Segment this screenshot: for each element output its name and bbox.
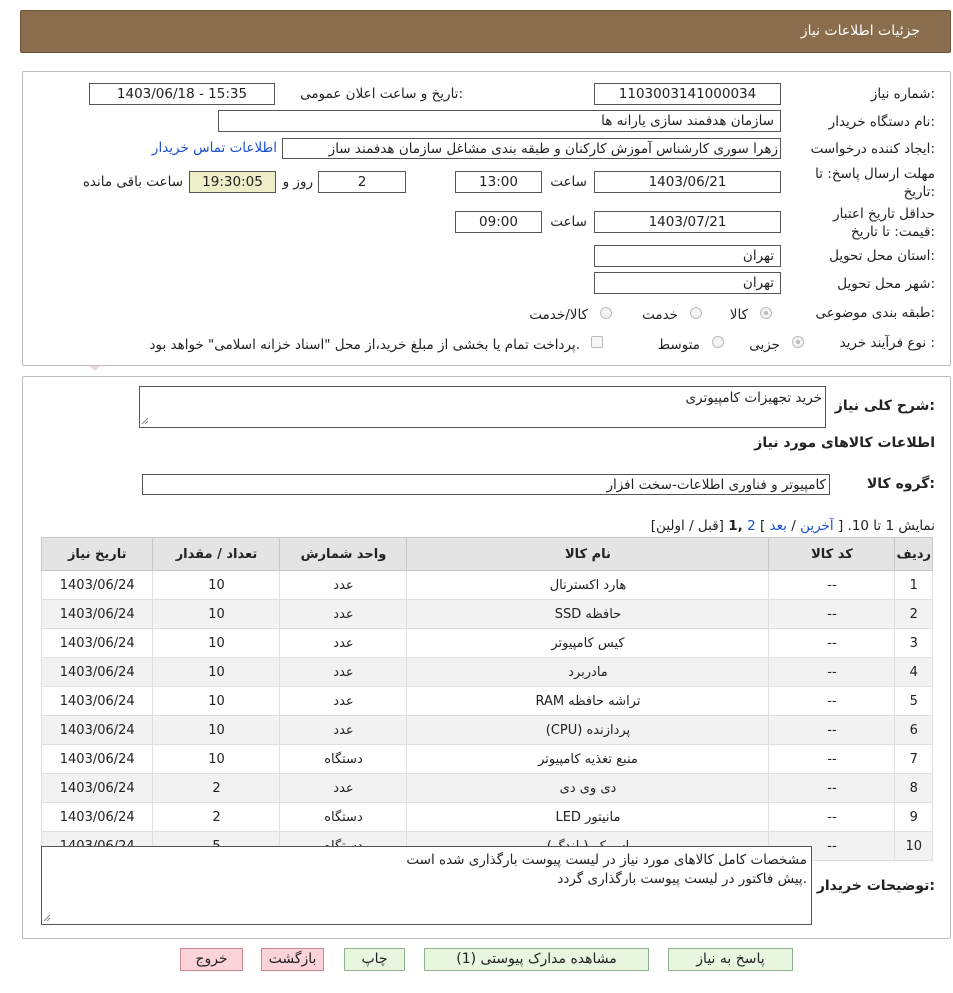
group-label: گروه کالا: <box>866 476 935 492</box>
cell-date: 1403/06/24 <box>42 600 153 629</box>
city-label: شهر محل تحویل: <box>837 276 935 292</box>
pager-separator: / <box>791 518 796 534</box>
validity-date-field: 1403/07/21 <box>594 211 781 233</box>
cell-code: -- <box>769 629 895 658</box>
cell-row-number: 2 <box>895 600 933 629</box>
validity-time-field: 09:00 <box>455 211 542 233</box>
cell-code: -- <box>769 803 895 832</box>
announce-field: 1403/06/18 - 15:35 <box>89 83 275 105</box>
cell-row-number: 9 <box>895 803 933 832</box>
cell-unit: عدد <box>280 687 407 716</box>
buyer-org-field: سازمان هدفمند سازی یارانه ها <box>218 110 781 132</box>
cell-quantity: 10 <box>153 571 280 600</box>
need-number-field: 1103003141000034 <box>594 83 781 105</box>
province-field: تهران <box>594 245 781 267</box>
buyer-notes-field <box>41 846 812 925</box>
table-row <box>42 774 933 803</box>
category-radio-goods[interactable] <box>760 307 772 319</box>
deadline-time-label: ساعت <box>550 174 587 190</box>
cell-name: مانیتور LED <box>407 803 769 832</box>
print-button[interactable]: چاپ <box>344 948 405 971</box>
cell-row-number: 1 <box>895 571 933 600</box>
cell-date: 1403/06/24 <box>42 803 153 832</box>
cell-quantity: 10 <box>153 745 280 774</box>
cell-date: 1403/06/24 <box>42 716 153 745</box>
cell-name: حافظه SSD <box>407 600 769 629</box>
announce-label: تاریخ و ساعت اعلان عمومی: <box>300 86 463 102</box>
process-option-medium: متوسط <box>657 337 700 353</box>
validity-label-1: حداقل تاریخ اعتبار <box>833 206 935 222</box>
cell-row-number: 4 <box>895 658 933 687</box>
creator-field: زهرا سوری کارشناس آموزش کارکنان و طبقه بندی مشاغل سازمان هدفمند ساز <box>282 138 781 159</box>
cell-quantity: 10 <box>153 658 280 687</box>
process-label: نوع فرآیند خرید : <box>839 335 935 351</box>
table-row <box>42 600 933 629</box>
cell-unit: عدد <box>280 658 407 687</box>
resize-grip-icon[interactable] <box>141 417 149 425</box>
pager-showing: نمایش 1 تا 10. <box>847 518 935 534</box>
col-header-date: تاریخ نیاز <box>42 538 153 571</box>
table-row <box>42 571 933 600</box>
table-body <box>42 571 933 861</box>
creator-label: ایجاد کننده درخواست: <box>810 141 935 157</box>
summary-label: شرح کلی نیاز: <box>834 398 935 414</box>
cell-quantity: 2 <box>153 774 280 803</box>
cell-code: -- <box>769 832 895 861</box>
cell-date: 1403/06/24 <box>42 571 153 600</box>
exit-button[interactable]: خروج <box>180 948 243 971</box>
buyer-org-label: نام دستگاه خریدار: <box>828 114 935 130</box>
pager <box>651 518 935 534</box>
cell-name: دی وی دی <box>407 774 769 803</box>
pager-open-bracket: [ <box>837 518 844 534</box>
goods-info-title: اطلاعات کالاهای مورد نیاز <box>754 435 935 451</box>
pager-page-2[interactable]: 2 <box>747 518 756 534</box>
table-row <box>42 716 933 745</box>
buyer-notes-line-1: مشخصات کامل کالاهای مورد نیاز در لیست پیوست بارگذاری شده است <box>406 852 807 868</box>
cell-code: -- <box>769 716 895 745</box>
validity-time-label: ساعت <box>550 214 587 230</box>
days-field: 2 <box>318 171 406 193</box>
buyer-notes-line-2: پیش فاکتور در لیست پیوست بارگذاری گردد. <box>557 871 807 887</box>
category-label: طبقه بندی موضوعی: <box>815 305 935 321</box>
cell-unit: عدد <box>280 716 407 745</box>
pager-prev-first: [قبل / اولین] <box>650 518 724 534</box>
process-option-minor: جزیی <box>749 337 780 353</box>
cell-date: 1403/06/24 <box>42 687 153 716</box>
remaining-label: ساعت باقی مانده <box>82 174 183 190</box>
category-radio-service[interactable] <box>690 307 702 319</box>
cell-quantity: 10 <box>153 600 280 629</box>
deadline-date-field: 1403/06/21 <box>594 171 781 193</box>
group-field: کامپیوتر و فناوری اطلاعات-سخت افزار <box>142 474 830 495</box>
pager-last-link[interactable]: آخرین <box>800 518 834 534</box>
process-radio-minor[interactable] <box>792 336 804 348</box>
cell-quantity: 10 <box>153 716 280 745</box>
cell-date: 1403/06/24 <box>42 774 153 803</box>
table-header-row <box>42 538 933 571</box>
pager-page-1: ,1 <box>728 518 743 534</box>
table-row <box>42 687 933 716</box>
validity-label-2: قیمت: تا تاریخ: <box>850 224 935 240</box>
table-row <box>42 629 933 658</box>
cell-code: -- <box>769 600 895 629</box>
cell-code: -- <box>769 687 895 716</box>
col-header-name: نام کالا <box>407 538 769 571</box>
cell-name: مادربرد <box>407 658 769 687</box>
cell-date: 1403/06/24 <box>42 745 153 774</box>
cell-row-number: 6 <box>895 716 933 745</box>
province-label: استان محل تحویل: <box>829 248 935 264</box>
buyer-notes-label: توضیحات خریدار: <box>816 878 935 894</box>
deadline-label-1: مهلت ارسال پاسخ: تا <box>815 166 935 182</box>
cell-quantity: 10 <box>153 629 280 658</box>
treasury-payment-checkbox[interactable] <box>591 336 603 348</box>
pager-next-link[interactable]: بعد <box>769 518 787 534</box>
summary-field: خرید تجهیزات کامپیوتری <box>139 386 826 428</box>
back-button[interactable]: بازگشت <box>261 948 324 971</box>
cell-row-number: 8 <box>895 774 933 803</box>
cell-row-number: 7 <box>895 745 933 774</box>
category-radio-goods-service[interactable] <box>600 307 612 319</box>
view-attachments-button[interactable]: مشاهده مدارک پیوستی (1) <box>424 948 649 971</box>
category-option-goods-service: کالا/خدمت <box>529 307 588 323</box>
col-header-row-number: ردیف <box>895 538 933 571</box>
buyer-contact-link[interactable]: اطلاعات تماس خریدار <box>151 140 277 156</box>
cell-unit: عدد <box>280 774 407 803</box>
reply-button[interactable]: پاسخ به نیاز <box>668 948 793 971</box>
col-header-quantity: تعداد / مقدار <box>153 538 280 571</box>
cell-code: -- <box>769 745 895 774</box>
cell-row-number: 5 <box>895 687 933 716</box>
page-title: جزئیات اطلاعات نیاز <box>800 23 920 39</box>
process-radio-medium[interactable] <box>712 336 724 348</box>
cell-unit: دستگاه <box>280 803 407 832</box>
remaining-time-field: 19:30:05 <box>189 171 276 193</box>
category-option-service: خدمت <box>642 307 678 323</box>
table-row <box>42 658 933 687</box>
days-label: روز و <box>282 174 313 190</box>
cell-name: پردازنده (CPU) <box>407 716 769 745</box>
deadline-label-2: تاریخ: <box>903 184 935 200</box>
cell-unit: عدد <box>280 600 407 629</box>
cell-code: -- <box>769 571 895 600</box>
category-option-goods: کالا <box>729 307 748 323</box>
cell-quantity: 10 <box>153 687 280 716</box>
cell-code: -- <box>769 658 895 687</box>
page-header <box>20 10 951 53</box>
cell-quantity: 2 <box>153 803 280 832</box>
table-row <box>42 803 933 832</box>
goods-table <box>41 537 933 861</box>
cell-name: کیس کامپیوتر <box>407 629 769 658</box>
col-header-unit: واحد شمارش <box>280 538 407 571</box>
cell-unit: عدد <box>280 571 407 600</box>
pager-close-bracket: ] <box>759 518 766 534</box>
cell-row-number: 3 <box>895 629 933 658</box>
cell-date: 1403/06/24 <box>42 629 153 658</box>
cell-row-number: 10 <box>895 832 933 861</box>
city-field: تهران <box>594 272 781 294</box>
table-row <box>42 745 933 774</box>
cell-code: -- <box>769 774 895 803</box>
cell-date: 1403/06/24 <box>42 658 153 687</box>
cell-unit: عدد <box>280 629 407 658</box>
resize-grip-icon[interactable] <box>43 914 51 922</box>
cell-name: هارد اکسترنال <box>407 571 769 600</box>
col-header-code: کد کالا <box>769 538 895 571</box>
deadline-time-field: 13:00 <box>455 171 542 193</box>
need-number-label: شماره نیاز: <box>870 86 935 102</box>
cell-name: تراشه حافظه RAM <box>407 687 769 716</box>
payment-note: پرداخت تمام یا بخشی از مبلغ خرید،از محل "اسناد خزانه اسلامی" خواهد بود. <box>149 337 580 353</box>
cell-unit: دستگاه <box>280 745 407 774</box>
cell-name: منبع تغذیه کامپیوتر <box>407 745 769 774</box>
